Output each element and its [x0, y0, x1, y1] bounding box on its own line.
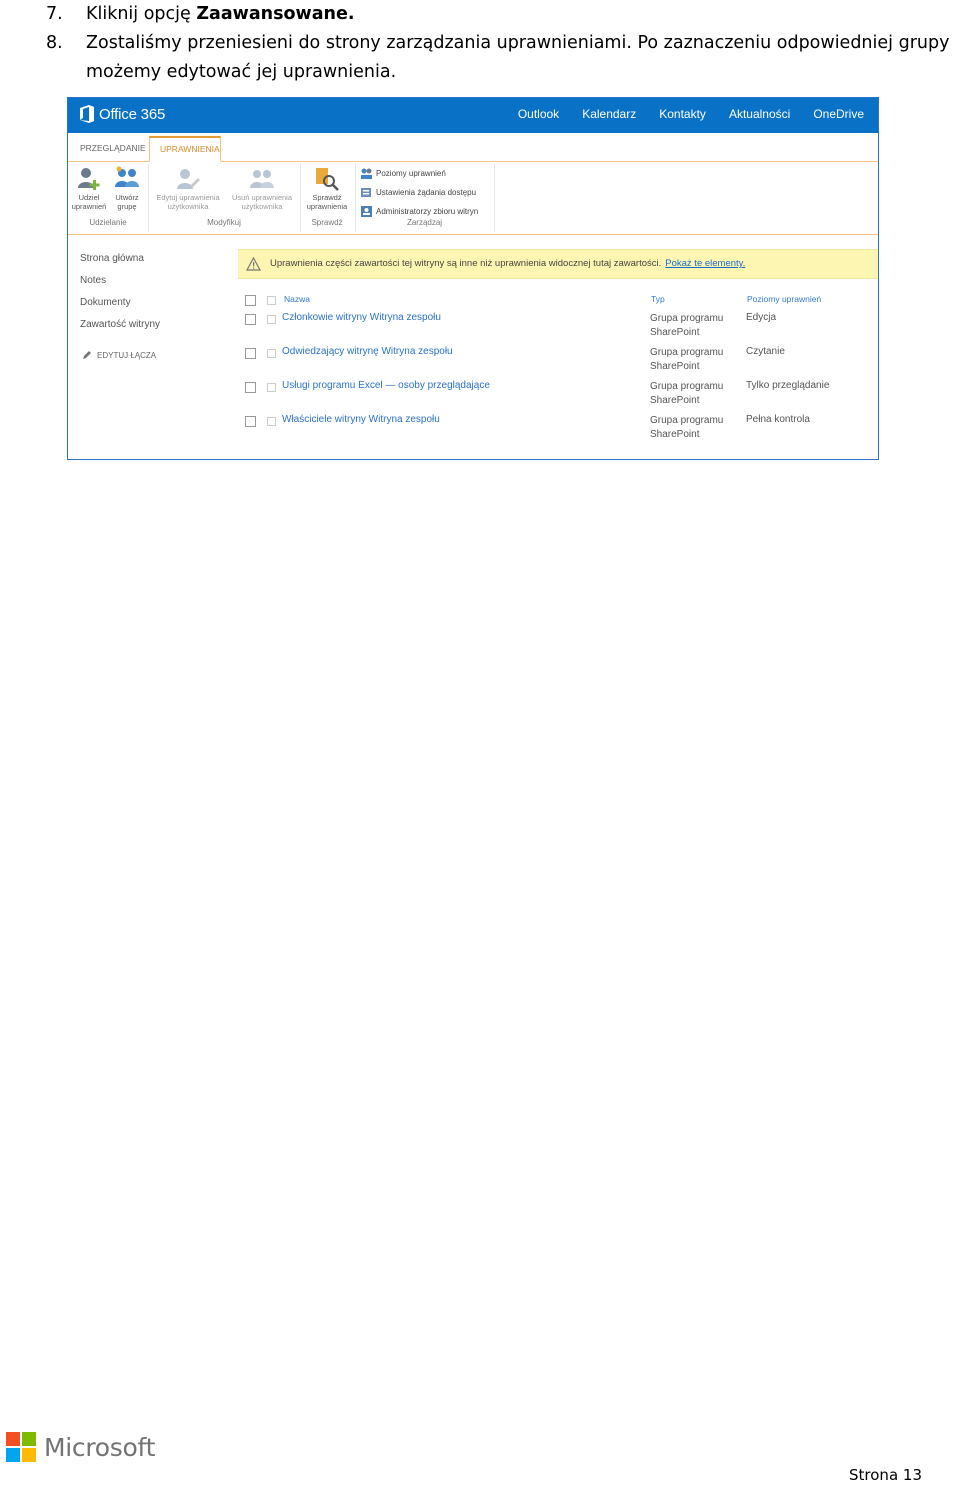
show-items-link[interactable]: Pokaż te elementy. — [665, 258, 746, 269]
logo-square-blue — [6, 1448, 20, 1462]
group-label-grant: Udzielanie — [89, 218, 127, 227]
warning-icon — [246, 257, 261, 271]
select-all-checkbox[interactable] — [245, 295, 256, 306]
group-type: Grupa programu SharePoint — [650, 415, 724, 440]
create-group-button[interactable]: Utwórz grupę — [110, 166, 144, 211]
logo-square-yellow — [22, 1448, 36, 1462]
remove-user-icon — [249, 166, 275, 192]
row-checkbox[interactable] — [245, 416, 256, 427]
microsoft-logo — [6, 1432, 155, 1463]
access-request-icon — [360, 186, 373, 199]
remove-user-permissions-button[interactable]: Usuń uprawnienia użytkownika — [226, 166, 298, 211]
permission-level: Edycja — [746, 312, 777, 323]
permissions-warning-bar — [238, 249, 879, 279]
ribbon-separator — [355, 164, 356, 232]
suite-bar — [68, 98, 878, 133]
group-type: Grupa programu SharePoint — [650, 347, 724, 372]
nav-home[interactable]: Strona główna — [80, 253, 144, 264]
app-title: Office 365 — [99, 105, 166, 123]
ribbon-separator — [494, 164, 495, 232]
permission-levels-button[interactable]: Poziomy uprawnień — [360, 164, 478, 183]
step-text: Zostaliśmy przeniesieni do strony zarządzania uprawnieniami. Po zaznaczeniu odpowiedniej grupy możemy edytować jej uprawnienia. — [86, 33, 950, 82]
suite-nav — [518, 107, 864, 121]
table-row — [238, 310, 878, 344]
nav-site-contents[interactable]: Zawartość witryny — [80, 319, 161, 330]
permission-level: Tylko przeglądanie — [746, 380, 830, 391]
group-label-check: Sprawdź — [311, 218, 343, 227]
step-8 — [46, 29, 960, 87]
ribbon — [68, 162, 878, 235]
row-item-checkbox[interactable] — [267, 315, 276, 324]
group-name-link[interactable]: Usługi programu Excel — osoby przeglądające — [282, 380, 490, 391]
group-name-link[interactable]: Członkowie witryny Witryna zespołu — [282, 312, 441, 323]
logo-square-red — [6, 1432, 20, 1446]
permission-level: Czytanie — [746, 346, 785, 357]
permission-level: Pełna kontrola — [746, 414, 810, 425]
step-emphasis: Zaawansowane. — [196, 4, 355, 24]
column-type-header[interactable]: Typ — [651, 294, 665, 304]
nav-kalendarz[interactable]: Kalendarz — [582, 107, 637, 121]
edit-links-button[interactable]: EDYTUJ ŁĄCZA — [82, 350, 156, 360]
table-row — [238, 412, 878, 446]
column-name-header[interactable]: Nazwa — [284, 294, 310, 304]
nav-kontakty[interactable]: Kontakty — [659, 107, 706, 121]
nav-outlook[interactable]: Outlook — [517, 107, 560, 121]
site-collection-admins-button[interactable]: Administratorzy zbioru witryn — [360, 202, 478, 221]
row-checkbox[interactable] — [245, 314, 256, 325]
step-number: 8. — [46, 33, 63, 53]
group-label-modify: Modyfikuj — [207, 218, 241, 227]
ribbon-separator — [148, 164, 149, 232]
row-item-checkbox[interactable] — [267, 349, 276, 358]
step-number: 7. — [46, 4, 63, 24]
instruction-steps — [46, 0, 960, 87]
grant-permissions-button[interactable]: Udziel uprawnień — [70, 166, 108, 211]
group-name-link[interactable]: Właściciele witryny Witryna zespołu — [282, 414, 440, 425]
step-text: Kliknij opcję Zaawansowane. — [86, 4, 355, 24]
logo-square-green — [22, 1432, 36, 1446]
nav-aktualnosci[interactable]: Aktualności — [728, 107, 791, 121]
tab-browse[interactable]: PRZEGLĄDANIE — [80, 143, 146, 153]
nav-notes[interactable]: Notes — [80, 275, 107, 286]
pencil-icon — [82, 350, 92, 360]
header-item-checkbox[interactable] — [267, 296, 276, 305]
sharepoint-permissions-screenshot — [67, 97, 879, 460]
permission-levels-icon — [360, 167, 373, 180]
table-row — [238, 378, 878, 412]
row-checkbox[interactable] — [245, 348, 256, 359]
nav-onedrive[interactable]: OneDrive — [813, 107, 864, 121]
office365-logo[interactable] — [80, 105, 165, 123]
quick-launch — [80, 253, 160, 341]
edit-user-icon — [175, 166, 201, 192]
microsoft-wordmark: Microsoft — [44, 1433, 156, 1462]
check-permissions-button[interactable]: Sprawdź uprawnienia — [302, 166, 352, 211]
group-name-link[interactable]: Odwiedzający witrynę Witryna zespołu — [282, 346, 453, 357]
column-level-header[interactable]: Poziomy uprawnień — [747, 294, 822, 304]
ribbon-separator — [300, 164, 301, 232]
group-type: Grupa programu SharePoint — [650, 313, 724, 338]
site-admins-icon — [360, 205, 373, 218]
access-request-settings-button[interactable]: Ustawienia żądania dostępu — [360, 183, 478, 202]
step-7 — [46, 0, 960, 29]
microsoft-squares-icon — [6, 1432, 37, 1463]
page-number: Strona 13 — [849, 1466, 922, 1484]
row-item-checkbox[interactable] — [267, 417, 276, 426]
permissions-table — [238, 288, 878, 446]
manage-list — [360, 164, 478, 221]
edit-user-permissions-button[interactable]: Edytuj uprawnienia użytkownika — [152, 166, 224, 211]
row-checkbox[interactable] — [245, 382, 256, 393]
warning-message: Uprawnienia części zawartości tej witryny są inne niż uprawnienia widocznej tutaj zawartości. — [270, 258, 662, 269]
ribbon-tabs — [68, 136, 878, 162]
group-type: Grupa programu SharePoint — [650, 381, 724, 406]
grant-user-icon — [76, 166, 102, 192]
check-permissions-icon — [314, 166, 340, 192]
group-icon — [114, 166, 140, 192]
tab-permissions[interactable]: UPRAWNIENIA — [149, 136, 221, 162]
nav-documents[interactable]: Dokumenty — [80, 297, 131, 308]
office-icon — [80, 105, 94, 123]
table-header — [238, 288, 878, 310]
row-item-checkbox[interactable] — [267, 383, 276, 392]
table-row — [238, 344, 878, 378]
group-label-manage: Zarządzaj — [406, 218, 443, 227]
